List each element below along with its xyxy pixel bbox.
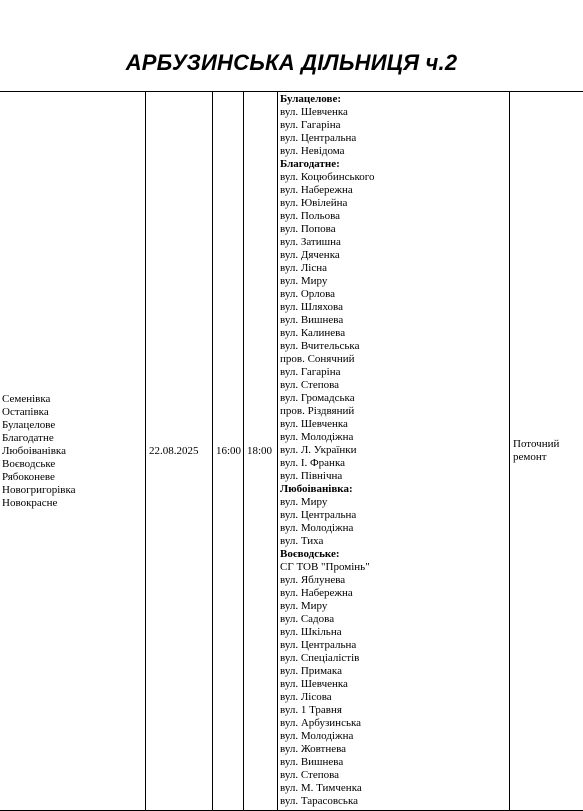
time-from-cell: 16:00 <box>213 92 244 811</box>
village-heading: Булацелове: <box>280 93 509 106</box>
street-item: вул. Центральна <box>280 639 509 652</box>
page-title: АРБУЗИНСЬКА ДІЛЬНИЦЯ ч.2 <box>0 50 583 76</box>
settlement-item: Семенівка <box>2 393 145 406</box>
street-item: вул. Шевченка <box>280 678 509 691</box>
schedule-table <box>0 91 583 811</box>
street-item: вул. Степова <box>280 769 509 782</box>
settlement-item: Новокрасне <box>2 497 145 510</box>
street-item: вул. Садова <box>280 613 509 626</box>
street-item: вул. Громадська <box>280 392 509 405</box>
street-item: вул. Орлова <box>280 288 509 301</box>
street-item: вул. Миру <box>280 496 509 509</box>
reason-cell: Поточний ремонт <box>510 92 583 811</box>
street-item: вул. Молодіжна <box>280 431 509 444</box>
street-item: вул. Попова <box>280 223 509 236</box>
street-item: вул. Ювілейна <box>280 197 509 210</box>
street-item: вул. Тарасовська <box>280 795 509 808</box>
settlement-item: Новогригорівка <box>2 484 145 497</box>
street-item: вул. Набережна <box>280 184 509 197</box>
settlement-item: Булацелове <box>2 419 145 432</box>
street-item: вул. Вишнева <box>280 756 509 769</box>
street-item: вул. Спеціалістів <box>280 652 509 665</box>
street-item: вул. Шкільна <box>280 626 509 639</box>
street-item: вул. Шевченка <box>280 106 509 119</box>
street-item: вул. Миру <box>280 275 509 288</box>
street-item: вул. Арбузинська <box>280 717 509 730</box>
street-item: вул. Затишна <box>280 236 509 249</box>
date-cell: 22.08.2025 <box>146 92 213 811</box>
street-item: вул. Степова <box>280 379 509 392</box>
street-item: вул. Тиха <box>280 535 509 548</box>
street-item: вул. Молодіжна <box>280 522 509 535</box>
settlement-item: Воєводське <box>2 458 145 471</box>
street-item: вул. Лісна <box>280 262 509 275</box>
street-item: пров. Різдвяний <box>280 405 509 418</box>
street-item: вул. Гагаріна <box>280 366 509 379</box>
street-item: вул. Л. Українки <box>280 444 509 457</box>
street-item: вул. Калинева <box>280 327 509 340</box>
street-item: вул. Дяченка <box>280 249 509 262</box>
settlement-item: Любоіванівка <box>2 445 145 458</box>
street-item: вул. Шляхова <box>280 301 509 314</box>
street-item: вул. Набережна <box>280 587 509 600</box>
street-item: вул. Польова <box>280 210 509 223</box>
time-to-cell: 18:00 <box>244 92 278 811</box>
street-item: вул. Лісова <box>280 691 509 704</box>
table-row <box>0 92 583 811</box>
street-item: вул. Невідома <box>280 145 509 158</box>
street-item: вул. Центральна <box>280 509 509 522</box>
village-heading: Любоіванівка: <box>280 483 509 496</box>
street-item: вул. Шевченка <box>280 418 509 431</box>
village-heading: Благодатне: <box>280 158 509 171</box>
street-item: СГ ТОВ "Промінь" <box>280 561 509 574</box>
street-item: вул. І. Франка <box>280 457 509 470</box>
street-item: вул. Гагаріна <box>280 119 509 132</box>
street-item: вул. Вчительська <box>280 340 509 353</box>
street-item: вул. М. Тимченка <box>280 782 509 795</box>
street-item: вул. 1 Травня <box>280 704 509 717</box>
street-item: вул. Молодіжна <box>280 730 509 743</box>
street-item: вул. Яблунева <box>280 574 509 587</box>
street-item: вул. Примака <box>280 665 509 678</box>
street-item: вул. Центральна <box>280 132 509 145</box>
streets-cell <box>278 92 510 811</box>
settlements-cell <box>0 92 146 811</box>
settlement-item: Благодатне <box>2 432 145 445</box>
village-heading: Воєводське: <box>280 548 509 561</box>
street-item: вул. Жовтнева <box>280 743 509 756</box>
street-item: вул. Миру <box>280 600 509 613</box>
settlement-item: Остапівка <box>2 406 145 419</box>
street-item: вул. Коцюбинського <box>280 171 509 184</box>
street-item: вул. Північна <box>280 470 509 483</box>
settlement-item: Рябоконеве <box>2 471 145 484</box>
street-item: пров. Сонячний <box>280 353 509 366</box>
street-item: вул. Вишнева <box>280 314 509 327</box>
